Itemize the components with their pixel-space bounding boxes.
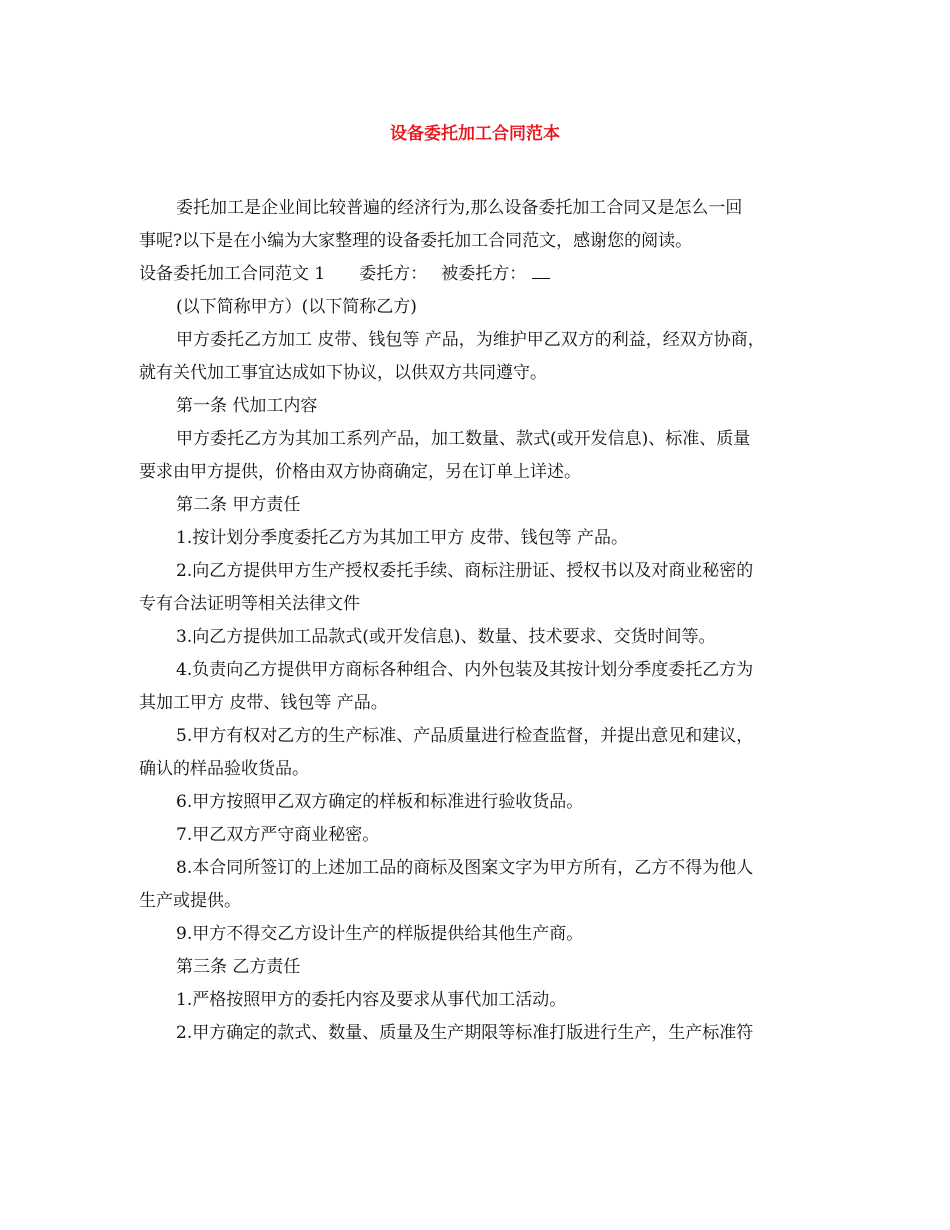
sample-heading-line — [139, 258, 815, 291]
article2-title: 第二条 甲方责任 — [176, 495, 301, 515]
preamble-line-2: 就有关代加工事宜达成如下协议，以供双方共同遵守。 — [139, 363, 547, 383]
article3-item-1: 1.严格按照甲方的委托内容及要求从事代加工活动。 — [176, 990, 567, 1010]
article3-item-2a: 2.甲方确定的款式、数量、质量及生产期限等标准打版进行生产，生产标准符 — [176, 1023, 754, 1043]
article1-text-line-1: 甲方委托乙方为其加工系列产品，加工数量、款式(或开发信息)、标准、质量 — [176, 429, 751, 449]
article2-item-6: 6.甲方按照甲乙双方确定的样板和标准进行验收货品。 — [176, 792, 584, 812]
abbrev-line: (以下简称甲方）(以下简称乙方) — [176, 297, 417, 317]
intro-line-1: 委托加工是企业间比较普遍的经济行为,那么设备委托加工合同又是怎么一回 — [176, 198, 743, 218]
article2-item-5b: 确认的样品验收货品。 — [139, 759, 309, 779]
document-body — [139, 192, 815, 1050]
article1-text-line-2: 要求由甲方提供，价格由双方协商确定，另在订单上详述。 — [139, 462, 581, 482]
article2-item-2a: 2.向乙方提供甲方生产授权委托手续、商标注册证、授权书以及对商业秘密的 — [176, 561, 754, 581]
article2-item-1: 1.按计划分季度委托乙方为其加工甲方 皮带、钱包等 产品。 — [176, 528, 629, 548]
preamble-line-1: 甲方委托乙方加工 皮带、钱包等 产品，为维护甲乙双方的利益，经双方协商， — [176, 330, 765, 350]
sample-heading: 设备委托加工合同范文 1 — [139, 264, 326, 284]
article2-item-4a: 4.负责向乙方提供甲方商标各种组合、内外包装及其按计划分季度委托乙方为 — [176, 660, 754, 680]
article2-item-3: 3.向乙方提供加工品款式(或开发信息)、数量、技术要求、交货时间等。 — [176, 627, 716, 647]
party-a-label: 委托方： — [359, 264, 428, 284]
article2-item-9: 9.甲方不得交乙方设计生产的样版提供给其他生产商。 — [176, 924, 584, 944]
article2-item-4b: 其加工甲方 皮带、钱包等 产品。 — [139, 693, 388, 713]
intro-line-2: 事呢?以下是在小编为大家整理的设备委托加工合同范文，感谢您的阅读。 — [139, 231, 693, 251]
article1-title: 第一条 代加工内容 — [176, 396, 318, 416]
article2-item-7: 7.甲乙双方严守商业秘密。 — [176, 825, 380, 845]
article2-item-5a: 5.甲方有权对乙方的生产标准、产品质量进行检查监督，并提出意见和建议， — [176, 726, 754, 746]
article2-item-8a: 8.本合同所签订的上述加工品的商标及图案文字为甲方所有，乙方不得为他人 — [176, 858, 754, 878]
article3-title: 第三条 乙方责任 — [176, 957, 301, 977]
party-b-label: 被委托方： — [441, 264, 527, 284]
party-b-blank — [532, 264, 550, 279]
article2-item-2b: 专有合法证明等相关法律文件 — [139, 594, 360, 614]
article2-item-8b: 生产或提供。 — [139, 891, 241, 911]
document-title: 设备委托加工合同范本 — [390, 124, 560, 144]
